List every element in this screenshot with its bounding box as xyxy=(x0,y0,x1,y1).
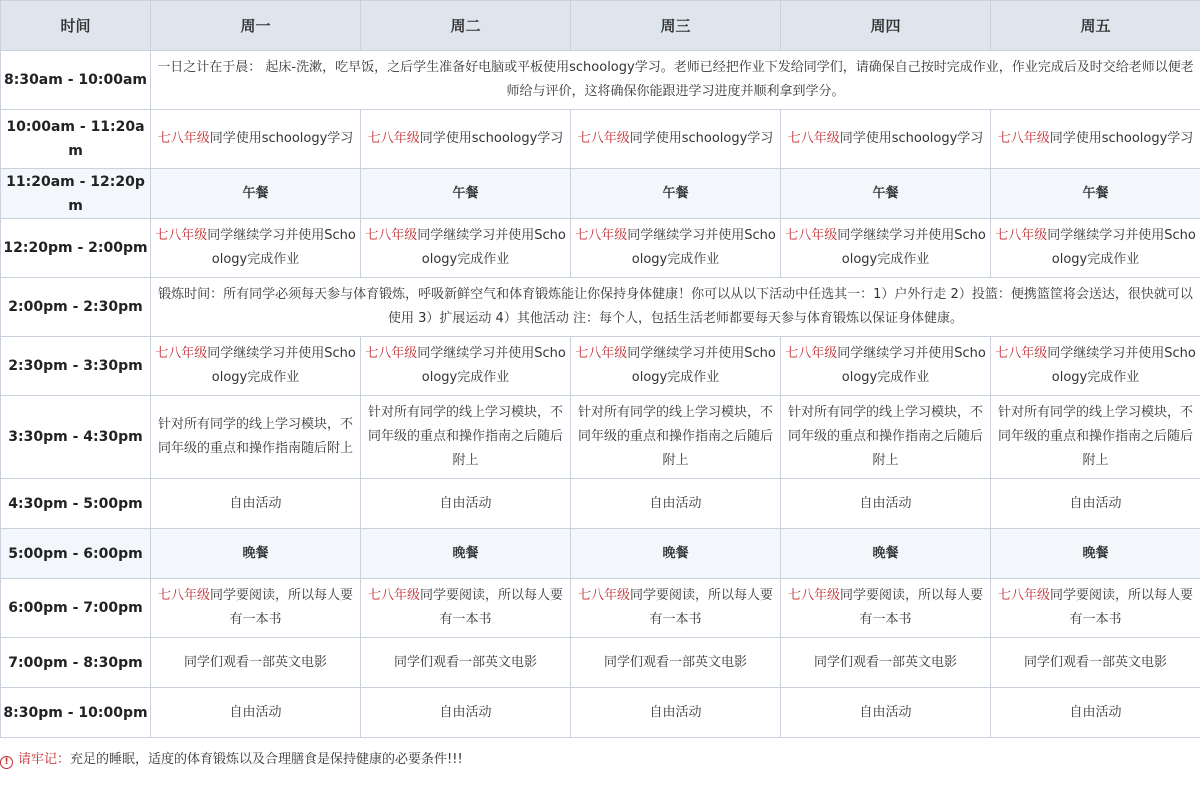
merged-activity-cell: 一日之计在于晨： 起床-洗漱，吃早饭，之后学生准备好电脑或平板使用schoology学习。老师已经把作业下发给同学们，请确保自己按时完成作业，作业完成后及时交给老师以便老师给与评价，这将确保你能跟进学习进度并顺利拿到学分。 xyxy=(151,51,1200,110)
grade-label: 七八年级 xyxy=(785,228,838,243)
table-row xyxy=(1,219,1200,278)
activity-cell-monday: 自由活动 xyxy=(151,688,361,738)
activity-text: 同学使用schoology学习 xyxy=(1049,131,1194,146)
grade-label: 七八年级 xyxy=(577,131,630,146)
activity-cell-thursday xyxy=(781,579,991,638)
activity-text: 同学要阅读，所以每人要有一本书 xyxy=(630,588,774,627)
meal-cell-friday: 午餐 xyxy=(991,169,1200,219)
activity-cell-wednesday: 自由活动 xyxy=(571,479,781,529)
header-row xyxy=(1,1,1200,51)
activity-cell-thursday: 自由活动 xyxy=(781,479,991,529)
activity-cell-wednesday xyxy=(571,579,781,638)
activity-cell-monday xyxy=(151,219,361,278)
time-cell: 5:00pm - 6:00pm xyxy=(1,529,151,579)
meal-cell-monday: 午餐 xyxy=(151,169,361,219)
header-time: 时间 xyxy=(1,1,151,51)
grade-label: 七八年级 xyxy=(997,131,1050,146)
activity-cell-wednesday xyxy=(571,219,781,278)
meal-cell-wednesday: 晚餐 xyxy=(571,529,781,579)
grade-label: 七八年级 xyxy=(367,588,420,603)
activity-text: 同学继续学习并使用Schoology完成作业 xyxy=(207,346,356,385)
grade-label: 七八年级 xyxy=(157,131,210,146)
activity-text: 同学要阅读，所以每人要有一本书 xyxy=(1050,588,1194,627)
activity-cell-friday: 针对所有同学的线上学习模块，不同年级的重点和操作指南之后随后附上 xyxy=(991,396,1200,479)
activity-text: 同学要阅读，所以每人要有一本书 xyxy=(840,588,984,627)
reminder-note xyxy=(0,749,463,771)
activity-cell-friday: 自由活动 xyxy=(991,688,1200,738)
activity-text: 同学要阅读，所以每人要有一本书 xyxy=(210,588,354,627)
activity-cell-tuesday: 自由活动 xyxy=(361,688,571,738)
alert-icon: ! xyxy=(0,756,13,769)
activity-text: 同学使用schoology学习 xyxy=(629,131,774,146)
header-thursday: 周四 xyxy=(781,1,991,51)
time-cell: 7:00pm - 8:30pm xyxy=(1,638,151,688)
header-monday: 周一 xyxy=(151,1,361,51)
activity-cell-thursday: 同学们观看一部英文电影 xyxy=(781,638,991,688)
table-row xyxy=(1,51,1200,110)
activity-cell-friday xyxy=(991,579,1200,638)
time-cell: 2:00pm - 2:30pm xyxy=(1,278,151,337)
table-row xyxy=(1,638,1200,688)
grade-label: 七八年级 xyxy=(365,228,418,243)
activity-cell-friday xyxy=(991,337,1200,396)
activity-cell-tuesday xyxy=(361,337,571,396)
activity-text: 同学使用schoology学习 xyxy=(839,131,984,146)
grade-label: 七八年级 xyxy=(995,228,1048,243)
activity-cell-monday: 自由活动 xyxy=(151,479,361,529)
meal-cell-friday: 晚餐 xyxy=(991,529,1200,579)
header-wednesday: 周三 xyxy=(571,1,781,51)
activity-cell-thursday xyxy=(781,110,991,169)
time-cell: 6:00pm - 7:00pm xyxy=(1,579,151,638)
header-tuesday: 周二 xyxy=(361,1,571,51)
activity-cell-thursday: 自由活动 xyxy=(781,688,991,738)
activity-cell-monday xyxy=(151,337,361,396)
meal-cell-tuesday: 午餐 xyxy=(361,169,571,219)
time-cell: 11:20am - 12:20pm xyxy=(1,169,151,219)
activity-text: 同学继续学习并使用Schoology完成作业 xyxy=(417,346,566,385)
header-friday: 周五 xyxy=(991,1,1200,51)
grade-label: 七八年级 xyxy=(367,131,420,146)
grade-label: 七八年级 xyxy=(575,228,628,243)
time-cell: 4:30pm - 5:00pm xyxy=(1,479,151,529)
activity-text: 同学使用schoology学习 xyxy=(209,131,354,146)
activity-cell-friday xyxy=(991,110,1200,169)
grade-label: 七八年级 xyxy=(365,346,418,361)
activity-cell-monday: 同学们观看一部英文电影 xyxy=(151,638,361,688)
grade-label: 七八年级 xyxy=(995,346,1048,361)
activity-cell-wednesday: 自由活动 xyxy=(571,688,781,738)
table-row xyxy=(1,479,1200,529)
activity-text: 同学继续学习并使用Schoology完成作业 xyxy=(1047,228,1196,267)
table-row xyxy=(1,337,1200,396)
activity-cell-wednesday xyxy=(571,110,781,169)
activity-cell-tuesday xyxy=(361,219,571,278)
activity-text: 同学要阅读，所以每人要有一本书 xyxy=(420,588,564,627)
meal-cell-monday: 晚餐 xyxy=(151,529,361,579)
time-cell: 2:30pm - 3:30pm xyxy=(1,337,151,396)
activity-cell-friday xyxy=(991,219,1200,278)
reminder-text: 充足的睡眠，适度的体育锻炼以及合理膳食是保持健康的必要条件!!! xyxy=(70,752,463,767)
table-row xyxy=(1,688,1200,738)
grade-label: 七八年级 xyxy=(785,346,838,361)
activity-text: 同学继续学习并使用Schoology完成作业 xyxy=(837,228,986,267)
activity-cell-monday: 针对所有同学的线上学习模块，不同年级的重点和操作指南随后附上 xyxy=(151,396,361,479)
activity-cell-wednesday xyxy=(571,337,781,396)
table-row xyxy=(1,110,1200,169)
meal-cell-thursday: 晚餐 xyxy=(781,529,991,579)
grade-label: 七八年级 xyxy=(157,588,210,603)
time-cell: 12:20pm - 2:00pm xyxy=(1,219,151,278)
activity-text: 同学继续学习并使用Schoology完成作业 xyxy=(207,228,356,267)
table-row xyxy=(1,278,1200,337)
grade-label: 七八年级 xyxy=(787,588,840,603)
activity-cell-thursday xyxy=(781,219,991,278)
activity-cell-wednesday: 针对所有同学的线上学习模块，不同年级的重点和操作指南之后随后附上 xyxy=(571,396,781,479)
grade-label: 七八年级 xyxy=(577,588,630,603)
table-row xyxy=(1,529,1200,579)
activity-cell-wednesday: 同学们观看一部英文电影 xyxy=(571,638,781,688)
activity-text: 同学继续学习并使用Schoology完成作业 xyxy=(837,346,986,385)
grade-label: 七八年级 xyxy=(575,346,628,361)
time-cell: 8:30pm - 10:00pm xyxy=(1,688,151,738)
time-cell: 8:30am - 10:00am xyxy=(1,51,151,110)
table-row xyxy=(1,579,1200,638)
activity-text: 同学继续学习并使用Schoology完成作业 xyxy=(417,228,566,267)
meal-cell-thursday: 午餐 xyxy=(781,169,991,219)
activity-cell-tuesday: 针对所有同学的线上学习模块，不同年级的重点和操作指南之后随后附上 xyxy=(361,396,571,479)
activity-cell-monday xyxy=(151,579,361,638)
activity-text: 同学使用schoology学习 xyxy=(419,131,564,146)
time-cell: 3:30pm - 4:30pm xyxy=(1,396,151,479)
activity-cell-friday: 自由活动 xyxy=(991,479,1200,529)
activity-cell-thursday: 针对所有同学的线上学习模块，不同年级的重点和操作指南之后随后附上 xyxy=(781,396,991,479)
grade-label: 七八年级 xyxy=(997,588,1050,603)
activity-cell-tuesday: 自由活动 xyxy=(361,479,571,529)
activity-cell-monday xyxy=(151,110,361,169)
meal-cell-tuesday: 晚餐 xyxy=(361,529,571,579)
time-cell: 10:00am - 11:20am xyxy=(1,110,151,169)
grade-label: 七八年级 xyxy=(155,346,208,361)
meal-cell-wednesday: 午餐 xyxy=(571,169,781,219)
activity-cell-tuesday xyxy=(361,579,571,638)
reminder-label: 请牢记： xyxy=(18,752,71,767)
grade-label: 七八年级 xyxy=(155,228,208,243)
table-row xyxy=(1,169,1200,219)
activity-cell-friday: 同学们观看一部英文电影 xyxy=(991,638,1200,688)
activity-cell-thursday xyxy=(781,337,991,396)
merged-activity-cell: 锻炼时间：所有同学必须每天参与体育锻炼，呼吸新鲜空气和体育锻炼能让你保持身体健康！你可以从以下活动中任选其一：1）户外行走 2）投篮：便携篮筐将会送达，很快就可以使用 3）扩展运动 4）其他活动 注：每个人，包括生活老师都要每天参与体育锻炼以保证身体健康。 xyxy=(151,278,1200,337)
activity-text: 同学继续学习并使用Schoology完成作业 xyxy=(627,228,776,267)
activity-cell-tuesday: 同学们观看一部英文电影 xyxy=(361,638,571,688)
activity-cell-tuesday xyxy=(361,110,571,169)
table-row xyxy=(1,396,1200,479)
activity-text: 同学继续学习并使用Schoology完成作业 xyxy=(627,346,776,385)
grade-label: 七八年级 xyxy=(787,131,840,146)
activity-text: 同学继续学习并使用Schoology完成作业 xyxy=(1047,346,1196,385)
